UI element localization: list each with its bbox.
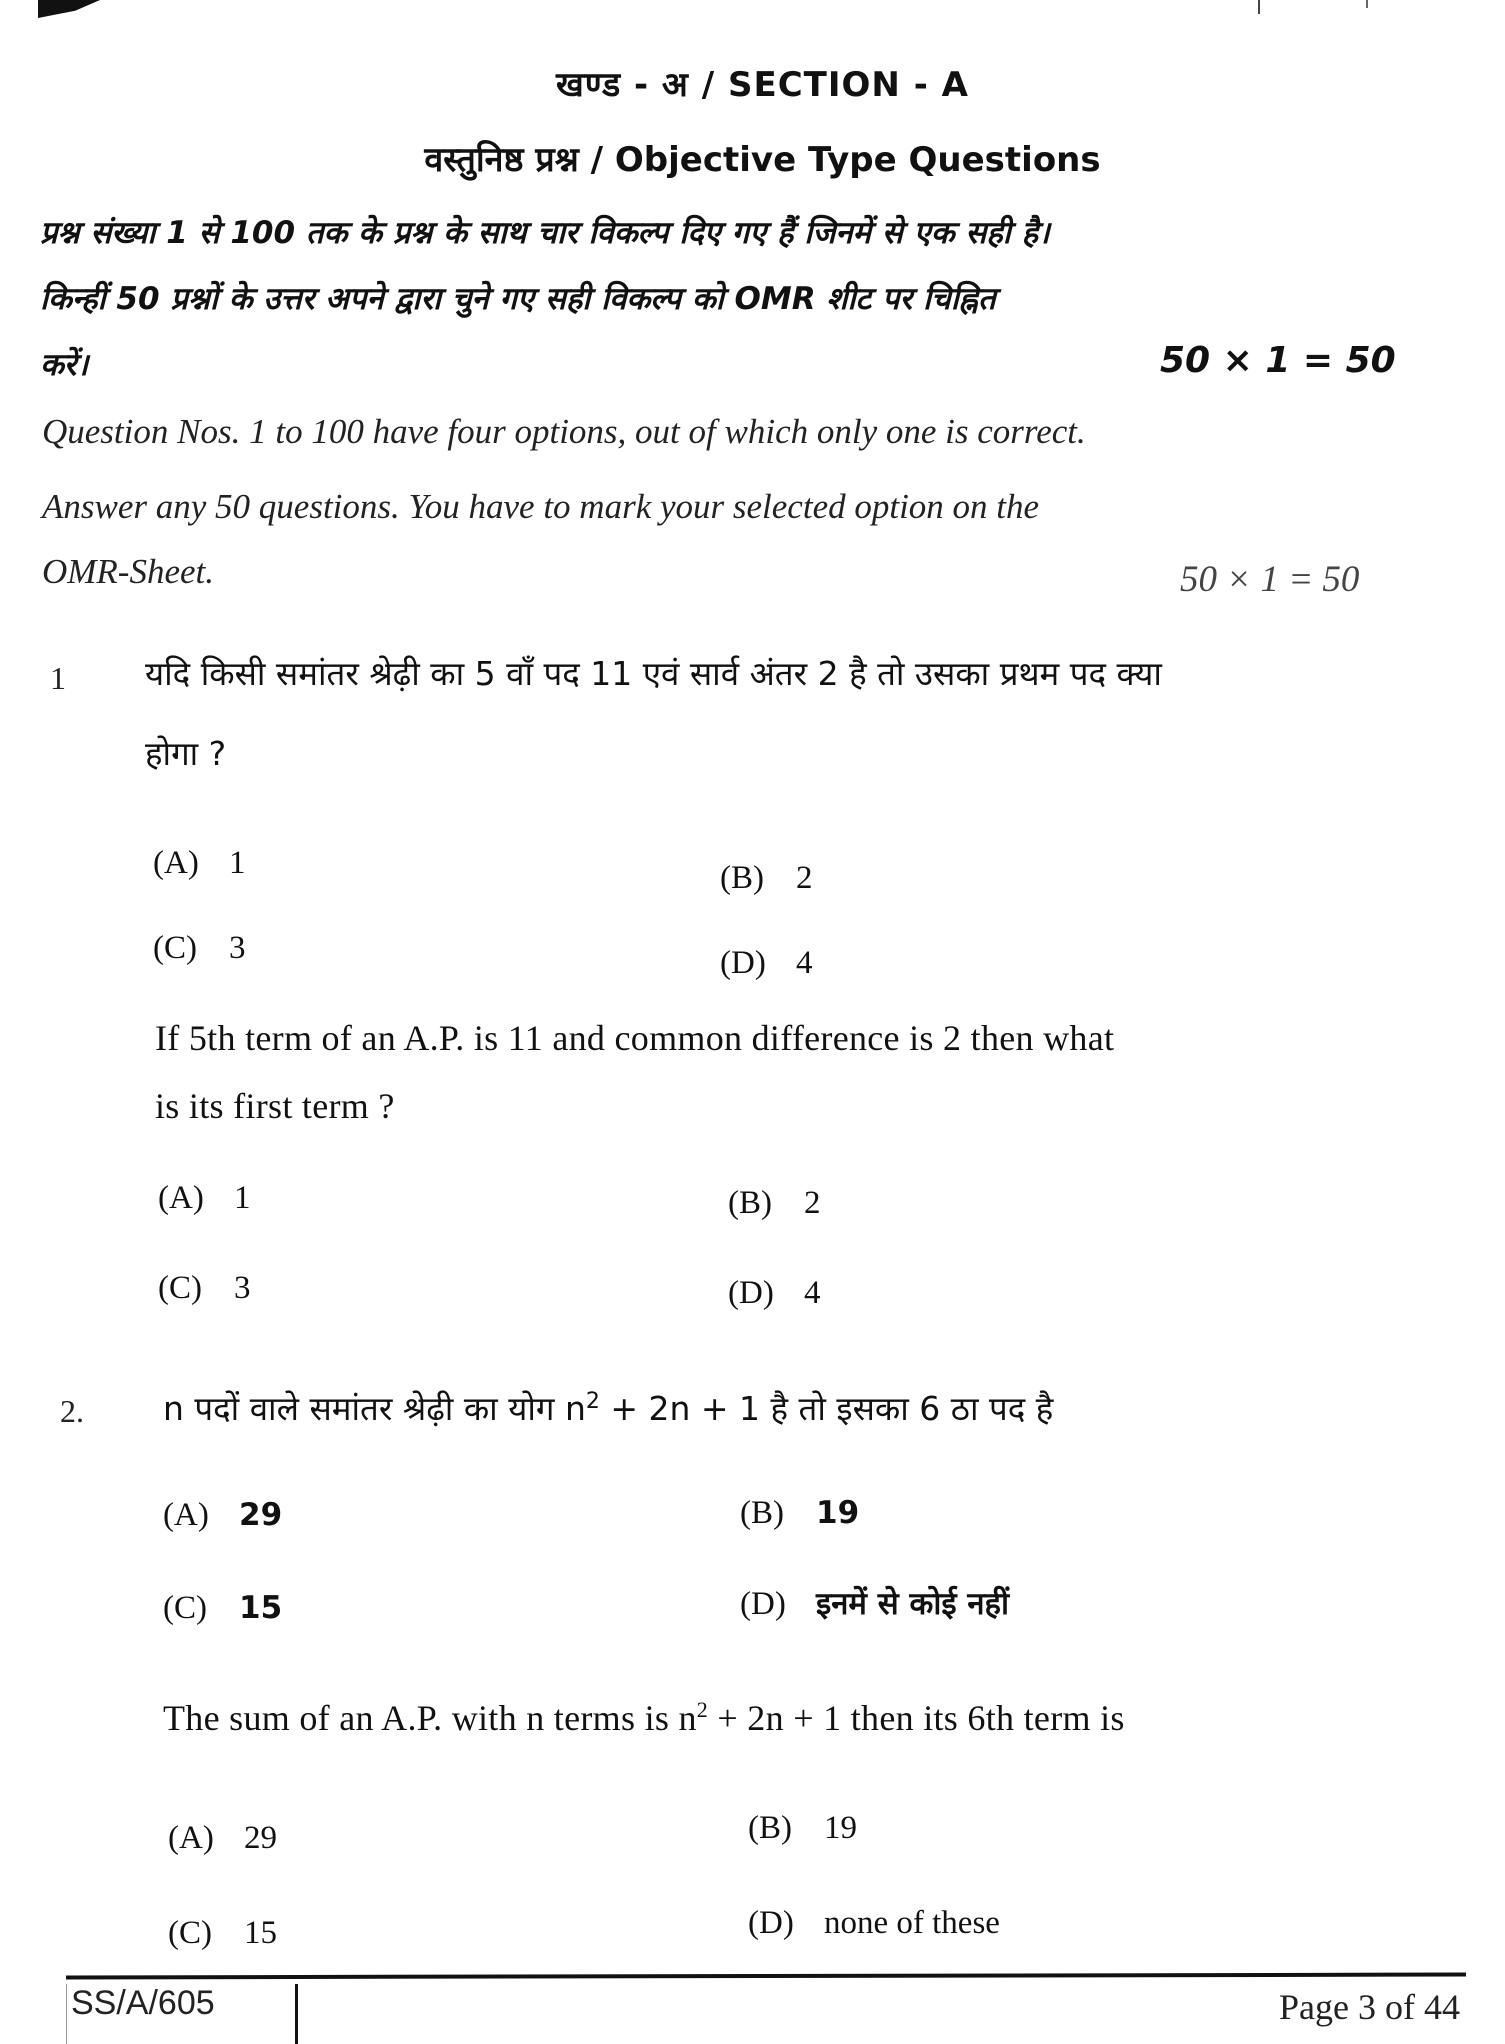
option-value: 3 [229, 930, 246, 966]
scan-edge-mark [1366, 0, 1368, 8]
option-d[interactable] [720, 945, 813, 982]
option-d[interactable] [748, 1905, 1000, 1942]
question-text-hindi: होगा ? [145, 734, 227, 773]
option-label: (B) [748, 1810, 792, 1846]
option-b[interactable] [728, 1185, 821, 1222]
option-value: 1 [234, 1180, 251, 1216]
option-b[interactable] [748, 1810, 857, 1847]
question-number: 2. [60, 1393, 84, 1429]
question-text-english: The sum of an A.P. with n terms is $n^2 + 2n + 1$ then its 6th term is [163, 1697, 1125, 1738]
option-value: 15 [239, 1590, 283, 1626]
instructions-english-line: Question Nos. 1 to 100 have four options, out of which only one is correct. [42, 412, 1086, 451]
option-label: (C) [158, 1270, 202, 1306]
option-label: (D) [720, 945, 766, 981]
option-value: 2 [796, 860, 813, 896]
option-value: इनमें से कोई नहीं [816, 1586, 1010, 1622]
option-a[interactable] [163, 1497, 282, 1534]
question-text-hindi: यदि किसी समांतर श्रेढ़ी का 5 वाँ पद 11 एवं सार्व अंतर 2 है तो उसका प्रथम पद क्या [145, 654, 1162, 693]
option-value: 29 [244, 1820, 277, 1856]
option-label: (A) [158, 1180, 204, 1216]
option-value: 1 [229, 845, 246, 881]
instructions-english-line: OMR-Sheet. [42, 552, 215, 591]
option-b[interactable] [720, 860, 813, 897]
option-value: 3 [234, 1270, 251, 1306]
option-value: 19 [824, 1810, 857, 1846]
marks-hindi: 50 × 1 = 50 [1160, 340, 1396, 381]
option-a[interactable] [153, 845, 246, 882]
option-b[interactable] [740, 1495, 859, 1532]
instructions-hindi-line: प्रश्न संख्या 1 से 100 तक के प्रश्न के साथ चार विकल्प दिए गए हैं जिनमें से एक सही है। [40, 215, 1050, 251]
option-label: (A) [163, 1497, 209, 1533]
question-text-english: is its first term ? [155, 1086, 395, 1126]
option-label: (B) [720, 860, 764, 896]
footer-divider [66, 1973, 1466, 1980]
option-value: 19 [816, 1495, 860, 1531]
option-a[interactable] [158, 1180, 251, 1217]
page-number: Page 3 of 44 [1279, 1987, 1460, 2027]
option-d[interactable] [740, 1582, 1009, 1624]
option-value: 4 [796, 945, 813, 981]
option-label: (D) [740, 1586, 786, 1622]
option-d[interactable] [728, 1275, 821, 1312]
instructions-english-line: Answer any 50 questions. You have to mark your selected option on the [42, 487, 1040, 526]
question-text-english: If 5th term of an A.P. is 11 and common difference is 2 then what [155, 1018, 1115, 1058]
instructions-hindi-line: किन्हीं 50 प्रश्नों के उत्तर अपने द्वारा चुने गए सही विकल्प को OMR शीट पर चिह्नित [40, 281, 996, 317]
option-label: (A) [168, 1820, 214, 1856]
option-value: 2 [804, 1185, 821, 1221]
option-label: (B) [728, 1185, 772, 1221]
scan-edge-mark [1258, 0, 1260, 14]
option-label: (D) [728, 1275, 774, 1311]
section-title: खण्ड - अ / SECTION - A [556, 65, 969, 105]
section-subtitle: वस्तुनिष्ठ प्रश्न / Objective Type Questions [424, 140, 1101, 180]
option-c[interactable] [168, 1915, 277, 1952]
paper-code: SS/A/605 [66, 1984, 298, 2044]
option-value: none of these [824, 1905, 1000, 1941]
option-c[interactable] [163, 1590, 282, 1627]
marks-english: 50 × 1 = 50 [1180, 559, 1360, 600]
option-a[interactable] [168, 1820, 277, 1857]
option-label: (C) [153, 930, 197, 966]
option-label: (A) [153, 845, 199, 881]
question-text-hindi: n पदों वाले समांतर श्रेढ़ी का योग $n^2 + 2n + 1$ है तो इसका 6 ठा पद है [163, 1389, 1054, 1428]
option-c[interactable] [153, 930, 246, 967]
option-value: 29 [239, 1497, 283, 1533]
option-label: (C) [163, 1590, 207, 1626]
option-label: (B) [740, 1495, 784, 1531]
option-label: (D) [748, 1905, 794, 1941]
question-number: 1 [50, 660, 66, 696]
instructions-hindi-line: करें। [40, 347, 89, 383]
option-c[interactable] [158, 1270, 251, 1307]
option-value: 15 [244, 1915, 277, 1951]
scan-corner-mark [38, 0, 100, 18]
option-value: 4 [804, 1275, 821, 1311]
option-label: (C) [168, 1915, 212, 1951]
